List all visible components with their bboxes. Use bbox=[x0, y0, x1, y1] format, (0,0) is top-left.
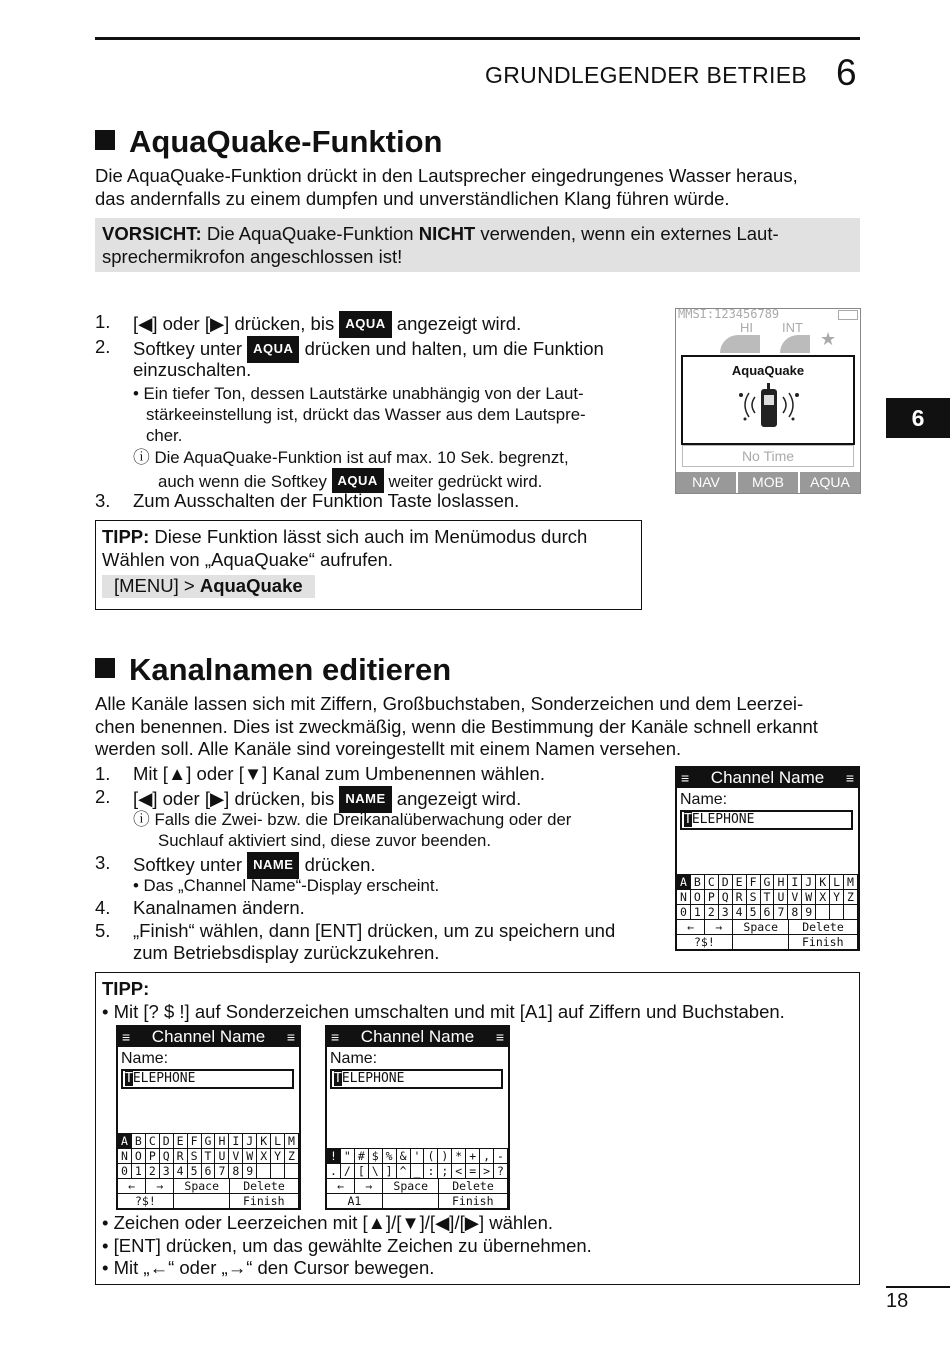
char-key[interactable]: 8 bbox=[229, 1164, 243, 1178]
char-key[interactable]: W bbox=[243, 1149, 257, 1163]
char-key[interactable]: D bbox=[160, 1134, 174, 1148]
spacer-key bbox=[733, 935, 789, 949]
char-key[interactable]: F bbox=[188, 1134, 202, 1148]
softkey-nav[interactable]: NAV bbox=[676, 472, 736, 493]
char-key[interactable]: D bbox=[719, 875, 733, 889]
char-key[interactable]: 5 bbox=[747, 905, 761, 919]
char-key[interactable]: L bbox=[271, 1134, 285, 1148]
char-key[interactable]: . bbox=[327, 1164, 341, 1178]
tip-box-aquaquake: TIPP: Diese Funktion lässt sich auch im Menümodus durch Wählen von „AquaQuake“ aufrufen. [MENU] > AquaQuake bbox=[95, 520, 642, 610]
chapter-number: 6 bbox=[836, 52, 857, 93]
signal-graphic bbox=[780, 335, 810, 353]
char-key[interactable]: 2 bbox=[146, 1164, 160, 1178]
char-key[interactable]: J bbox=[802, 875, 816, 889]
delete-key[interactable]: Delete bbox=[789, 920, 858, 934]
page-number: 18 bbox=[886, 1290, 909, 1312]
aqua-intro: Die AquaQuake-Funktion drückt in den Lautsprecher eingedrungenes Wasser heraus, das andernfalls zu einem dumpfen und unverständlichen Klang führen würde. bbox=[95, 165, 798, 209]
section-heading-kanalnamen: Kanalnamen editieren bbox=[95, 652, 451, 688]
char-key[interactable]: ' bbox=[411, 1149, 425, 1163]
hi-power-label: HI bbox=[740, 320, 753, 335]
softkey-mob[interactable]: MOB bbox=[738, 472, 798, 493]
empty-key bbox=[844, 905, 858, 919]
char-row bbox=[118, 1163, 299, 1178]
char-key[interactable]: 9 bbox=[243, 1164, 257, 1178]
name-label: Name: bbox=[680, 791, 728, 808]
char-grid bbox=[118, 1133, 299, 1208]
section-heading-aquaquake: AquaQuake-Funktion bbox=[95, 124, 442, 160]
char-key[interactable]: Z bbox=[285, 1149, 299, 1163]
menu-icon: ≡ bbox=[681, 770, 690, 786]
alpha-mode-key[interactable]: A1 bbox=[327, 1194, 383, 1208]
int-channel-label: INT bbox=[782, 320, 803, 335]
char-key[interactable]: F bbox=[747, 875, 761, 889]
cursor-left-key[interactable]: ← bbox=[118, 1179, 146, 1193]
char-key[interactable]: E bbox=[174, 1134, 188, 1148]
char-key[interactable]: 0 bbox=[118, 1164, 132, 1178]
char-key[interactable]: < bbox=[452, 1164, 466, 1178]
aqua-softkey-label: AQUA bbox=[247, 336, 299, 363]
symbol-mode-key[interactable]: ?$! bbox=[118, 1194, 174, 1208]
char-key[interactable]: 0 bbox=[677, 905, 691, 919]
running-header: GRUNDLEGENDER BETRIEB bbox=[485, 62, 807, 88]
char-key[interactable]: 7 bbox=[774, 905, 788, 919]
menu-path: [MENU] > AquaQuake bbox=[102, 575, 315, 598]
char-key[interactable]: ) bbox=[438, 1149, 452, 1163]
menu-icon: ≡ bbox=[122, 1029, 131, 1045]
name-input[interactable] bbox=[121, 1069, 294, 1089]
step-3: Zum Ausschalten der Funktion Taste loslassen. bbox=[133, 490, 520, 511]
char-key[interactable]: 8 bbox=[788, 905, 802, 919]
step-5: „Finish“ wählen, dann [ENT] drücken, um zu speichern und bbox=[133, 920, 616, 941]
cursor-left-key[interactable]: ← bbox=[677, 920, 705, 934]
char-key[interactable]: R bbox=[733, 890, 747, 904]
aquaquake-screen bbox=[675, 308, 861, 494]
char-row bbox=[118, 1148, 299, 1163]
char-key[interactable]: 6 bbox=[761, 905, 775, 919]
char-key[interactable]: P bbox=[146, 1149, 160, 1163]
action-row bbox=[118, 1193, 299, 1208]
square-bullet-icon bbox=[95, 130, 115, 150]
favorite-star-icon: ★ bbox=[820, 329, 837, 349]
char-key[interactable]: A bbox=[677, 875, 691, 889]
char-key[interactable]: H bbox=[774, 875, 788, 889]
symbol-mode-key[interactable]: ?$! bbox=[677, 935, 733, 949]
step-2: [◀] oder [▶] drücken, bis NAME angezeigt wird. bbox=[133, 786, 521, 813]
char-key[interactable]: X bbox=[816, 890, 830, 904]
tip-box-kanalnamen: TIPP: • Mit [? $ !] auf Sonderzeichen umschalten und mit [A1] auf Ziffern und Buchstaben. • Zeichen oder Leerzeichen mit [▲]/[▼]/[◀]/[▶] wählen. • [ENT] drücken, um das gewählte Zeichen zu übernehmen. • Mit „←“ oder „→“ den Cursor bewegen. bbox=[95, 972, 860, 1285]
char-row bbox=[677, 874, 858, 889]
char-key[interactable]: K bbox=[257, 1134, 271, 1148]
warning-box: VORSICHT: Die AquaQuake-Funktion NICHT verwenden, wenn ein externes Laut- sprechermikrofon angeschlossen ist! bbox=[95, 218, 860, 272]
char-key[interactable]: / bbox=[341, 1164, 355, 1178]
finish-key[interactable]: Finish bbox=[789, 935, 858, 949]
char-key[interactable]: L bbox=[830, 875, 844, 889]
char-key[interactable]: I bbox=[229, 1134, 243, 1148]
lcd-title bbox=[677, 768, 858, 788]
char-key[interactable]: $ bbox=[369, 1149, 383, 1163]
char-key[interactable]: A bbox=[118, 1134, 132, 1148]
channel-name-screen-symbols bbox=[325, 1025, 510, 1210]
char-key[interactable]: * bbox=[452, 1149, 466, 1163]
radio-water-icon bbox=[731, 383, 807, 433]
char-key[interactable]: # bbox=[355, 1149, 369, 1163]
delete-key[interactable]: Delete bbox=[230, 1179, 299, 1193]
char-key[interactable]: 6 bbox=[202, 1164, 216, 1178]
char-key[interactable]: 1 bbox=[691, 905, 705, 919]
name-value: ELEPHONE bbox=[691, 812, 755, 827]
softkey-aqua[interactable]: AQUA bbox=[800, 472, 860, 493]
char-key[interactable]: + bbox=[466, 1149, 480, 1163]
action-row bbox=[118, 1178, 299, 1193]
char-key[interactable]: Y bbox=[830, 890, 844, 904]
char-key[interactable]: 5 bbox=[188, 1164, 202, 1178]
chapter-tab: 6 bbox=[886, 398, 950, 438]
name-value: ELEPHONE bbox=[132, 1071, 196, 1086]
char-key[interactable]: " bbox=[341, 1149, 355, 1163]
char-key[interactable]: U bbox=[774, 890, 788, 904]
char-key[interactable]: O bbox=[691, 890, 705, 904]
char-grid bbox=[677, 874, 858, 949]
name-label: Name: bbox=[330, 1050, 378, 1067]
action-row bbox=[677, 919, 858, 934]
header-rule bbox=[95, 37, 860, 40]
action-row bbox=[327, 1178, 508, 1193]
kanal-intro: Alle Kanäle lassen sich mit Ziffern, Großbuchstaben, Sonderzeichen und dem Leerzei- chen benennen. Dies ist zweckmäßig, wenn die Bestimmung der Kanäle schnell erkannt werden soll. Alle Kanäle sind voreingestellt mit einem Namen versehen. bbox=[95, 693, 818, 759]
char-key[interactable]: X bbox=[257, 1149, 271, 1163]
text-cursor: T bbox=[125, 1071, 133, 1086]
char-key[interactable]: C bbox=[146, 1134, 160, 1148]
char-key[interactable]: Q bbox=[719, 890, 733, 904]
delete-key[interactable]: Delete bbox=[439, 1179, 508, 1193]
char-key[interactable]: O bbox=[132, 1149, 146, 1163]
square-bullet-icon bbox=[95, 658, 115, 678]
char-key[interactable]: S bbox=[747, 890, 761, 904]
char-grid bbox=[327, 1148, 508, 1208]
menu-icon: ≡ bbox=[331, 1029, 340, 1045]
cursor-left-key[interactable]: ← bbox=[327, 1179, 355, 1193]
char-key[interactable]: 7 bbox=[215, 1164, 229, 1178]
char-key[interactable]: V bbox=[788, 890, 802, 904]
char-key[interactable]: ] bbox=[383, 1164, 397, 1178]
char-key[interactable]: Q bbox=[160, 1149, 174, 1163]
char-key[interactable]: % bbox=[383, 1149, 397, 1163]
lcd-title-text: Channel Name bbox=[710, 768, 825, 787]
footer-rule bbox=[886, 1286, 950, 1288]
battery-icon bbox=[838, 310, 858, 320]
char-key[interactable]: - bbox=[494, 1149, 508, 1163]
name-value: ELEPHONE bbox=[341, 1071, 405, 1086]
char-key[interactable]: G bbox=[761, 875, 775, 889]
char-key[interactable]: = bbox=[466, 1164, 480, 1178]
spacer-key bbox=[383, 1194, 439, 1208]
softkey-bar bbox=[676, 472, 860, 493]
char-key[interactable]: ( bbox=[424, 1149, 438, 1163]
char-key[interactable]: _ bbox=[411, 1164, 425, 1178]
char-key[interactable]: 9 bbox=[802, 905, 816, 919]
cursor-right-key[interactable]: → bbox=[705, 920, 733, 934]
char-key[interactable]: 1 bbox=[132, 1164, 146, 1178]
char-key[interactable]: M bbox=[285, 1134, 299, 1148]
char-row bbox=[677, 889, 858, 904]
cursor-right-key[interactable]: → bbox=[355, 1179, 383, 1193]
aqua-softkey-label: AQUA bbox=[332, 468, 384, 493]
char-key[interactable]: , bbox=[480, 1149, 494, 1163]
aqua-softkey-label: AQUA bbox=[339, 311, 391, 338]
char-key[interactable]: S bbox=[188, 1149, 202, 1163]
channel-name-screen-alpha bbox=[116, 1025, 301, 1210]
char-key[interactable]: I bbox=[788, 875, 802, 889]
char-key[interactable]: U bbox=[215, 1149, 229, 1163]
name-label: Name: bbox=[121, 1050, 169, 1067]
lcd-title-text: Channel Name bbox=[360, 1027, 475, 1046]
char-key[interactable]: Z bbox=[844, 890, 858, 904]
char-key[interactable]: R bbox=[174, 1149, 188, 1163]
step-1: [◀] oder [▶] drücken, bis AQUA angezeigt wird. bbox=[133, 311, 521, 338]
menu-icon: ≡ bbox=[286, 1029, 295, 1045]
kanal-steps: 1. Mit [▲] oder [▼] Kanal zum Umbenennen wählen. 2. [◀] oder [▶] drücken, bis NAME angezeigt wird. ⓘ Falls die Zwei- bzw. die Dreikanalüberwachung oder der Suchlauf aktiviert sind, diese zuvor beenden. 3. Softkey unter NAME drücken. • Das „Channel Name“-Display erscheint. 4. Kanalnamen ändern. 5. „Finish“ wählen, dann [ENT] drücken, um zu speichern und zum Betriebsdisplay zurückzukehren. bbox=[95, 763, 616, 963]
step-1: Mit [▲] oder [▼] Kanal zum Umbenennen wählen. bbox=[133, 763, 545, 784]
char-key[interactable]: & bbox=[397, 1149, 411, 1163]
signal-graphic bbox=[720, 335, 760, 353]
char-row bbox=[327, 1163, 508, 1178]
char-key[interactable]: J bbox=[243, 1134, 257, 1148]
char-key[interactable]: H bbox=[215, 1134, 229, 1148]
char-row bbox=[677, 904, 858, 919]
char-key[interactable]: 3 bbox=[160, 1164, 174, 1178]
char-key[interactable]: B bbox=[132, 1134, 146, 1148]
space-key[interactable]: Space bbox=[174, 1179, 229, 1193]
char-key[interactable]: C bbox=[705, 875, 719, 889]
char-key[interactable]: ! bbox=[327, 1149, 341, 1163]
finish-key[interactable]: Finish bbox=[439, 1194, 508, 1208]
char-key[interactable]: 3 bbox=[719, 905, 733, 919]
char-key[interactable]: G bbox=[202, 1134, 216, 1148]
text-cursor: T bbox=[334, 1071, 342, 1086]
status-field: No Time bbox=[682, 445, 854, 467]
finish-key[interactable]: Finish bbox=[230, 1194, 299, 1208]
char-key[interactable]: N bbox=[118, 1149, 132, 1163]
char-key[interactable]: B bbox=[691, 875, 705, 889]
char-key[interactable]: \ bbox=[369, 1164, 383, 1178]
char-key[interactable]: [ bbox=[355, 1164, 369, 1178]
char-key[interactable]: N bbox=[677, 890, 691, 904]
char-row bbox=[327, 1148, 508, 1163]
char-key[interactable]: K bbox=[816, 875, 830, 889]
char-key[interactable]: W bbox=[802, 890, 816, 904]
char-key[interactable]: : bbox=[424, 1164, 438, 1178]
action-row bbox=[327, 1193, 508, 1208]
char-key[interactable]: ? bbox=[494, 1164, 508, 1178]
name-softkey-label: NAME bbox=[247, 852, 299, 879]
char-key[interactable]: > bbox=[480, 1164, 494, 1178]
char-key[interactable]: E bbox=[733, 875, 747, 889]
step-2-note: ⓘ Falls die Zwei- bzw. die Dreikanalüberwachung oder der Suchlauf aktiviert sind, diese zuvor beenden. bbox=[133, 810, 572, 850]
step-2-note-limit: ⓘ Die AquaQuake-Funktion ist auf max. 10 Sek. begrenzt, auch wenn die Softkey AQUA weiter gedrückt wird. bbox=[133, 448, 569, 491]
lcd-title-text: Channel Name bbox=[151, 1027, 266, 1046]
cursor-right-key[interactable]: → bbox=[146, 1179, 174, 1193]
mmsi-readout: MMSI:123456789 bbox=[678, 308, 780, 321]
name-input[interactable] bbox=[680, 810, 853, 830]
lcd-title bbox=[327, 1027, 508, 1047]
space-key[interactable]: Space bbox=[383, 1179, 438, 1193]
char-key[interactable]: 4 bbox=[733, 905, 747, 919]
channel-name-screen bbox=[675, 766, 860, 951]
step-3: Softkey unter NAME drücken. bbox=[133, 852, 376, 879]
action-row bbox=[677, 934, 858, 949]
char-key[interactable]: P bbox=[705, 890, 719, 904]
char-key[interactable]: Y bbox=[271, 1149, 285, 1163]
empty-key bbox=[285, 1164, 299, 1178]
empty-key bbox=[257, 1164, 271, 1178]
char-key[interactable]: ^ bbox=[397, 1164, 411, 1178]
char-key[interactable]: T bbox=[202, 1149, 216, 1163]
lcd-title bbox=[118, 1027, 299, 1047]
empty-key bbox=[816, 905, 830, 919]
empty-key bbox=[271, 1164, 285, 1178]
menu-icon: ≡ bbox=[845, 770, 854, 786]
step-2: Softkey unter AQUA drücken und halten, um die Funktion bbox=[133, 336, 604, 363]
name-softkey-label: NAME bbox=[339, 786, 391, 813]
char-key[interactable]: M bbox=[844, 875, 858, 889]
char-key[interactable]: ; bbox=[438, 1164, 452, 1178]
step-4: Kanalnamen ändern. bbox=[133, 897, 305, 918]
name-input[interactable] bbox=[330, 1069, 503, 1089]
aqua-steps: 1. [◀] oder [▶] drücken, bis AQUA angezeigt wird. 2. Softkey unter AQUA drücken und halten, um die Funktion einzuschalten. • Ein tiefer Ton, dessen Lautstärke unabhängig von der Laut- stärkeeinstellung ist, drückt das Wasser aus dem Lautspre- cher. ⓘ Die AquaQuake-Funktion ist auf max. 10 Sek. begrenzt, auch wenn die Softkey AQUA weiter gedrückt wird. 3. Zum Ausschalten der Funktion Taste loslassen. bbox=[95, 311, 604, 511]
char-key[interactable]: 4 bbox=[174, 1164, 188, 1178]
char-row bbox=[118, 1133, 299, 1148]
menu-icon: ≡ bbox=[495, 1029, 504, 1045]
char-key[interactable]: V bbox=[229, 1149, 243, 1163]
spacer-key bbox=[174, 1194, 230, 1208]
empty-key bbox=[830, 905, 844, 919]
step-2-note-sound: • Ein tiefer Ton, dessen Lautstärke unabhängig von der Laut- stärkeeinstellung ist, drückt das Wasser aus dem Lautspre- cher. bbox=[133, 384, 586, 445]
text-cursor: T bbox=[684, 812, 692, 827]
aquaquake-popup: AquaQuake bbox=[681, 355, 855, 445]
char-key[interactable]: T bbox=[761, 890, 775, 904]
char-key[interactable]: 2 bbox=[705, 905, 719, 919]
space-key[interactable]: Space bbox=[733, 920, 788, 934]
